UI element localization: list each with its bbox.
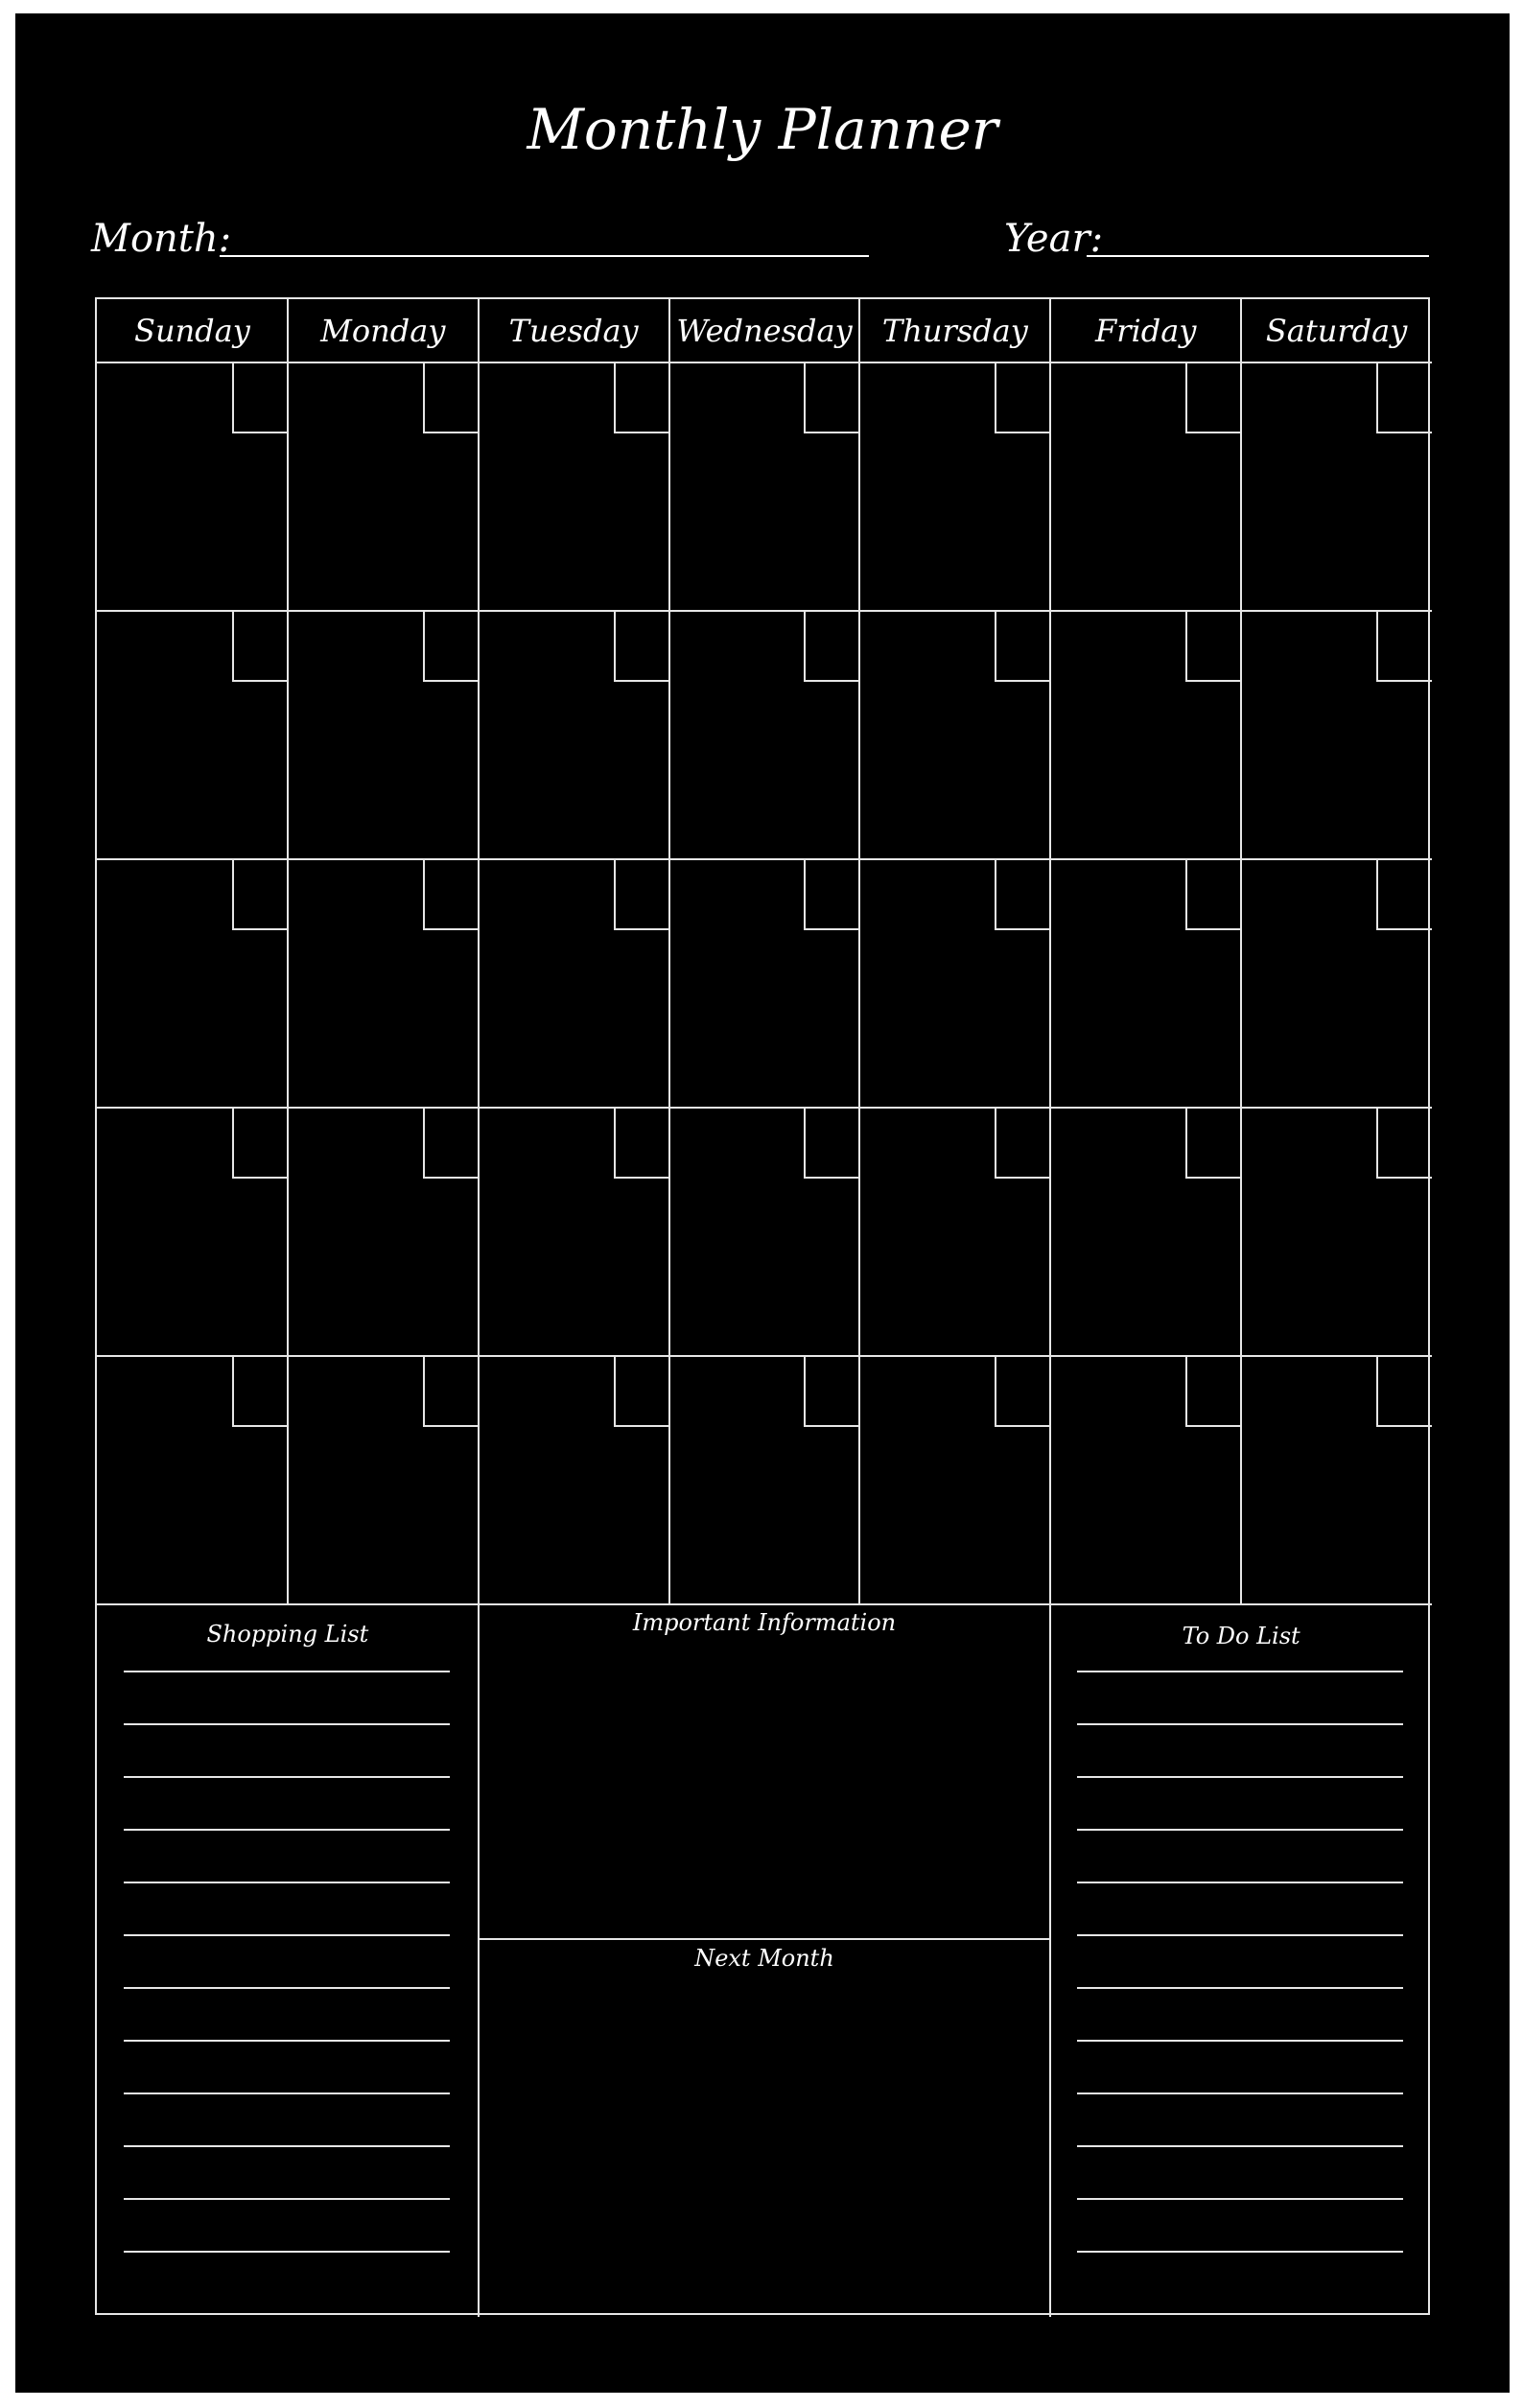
to-do-list-line[interactable]	[1077, 2251, 1403, 2253]
shopping-list-line[interactable]	[124, 2145, 450, 2147]
to-do-list-line[interactable]	[1077, 1934, 1403, 1936]
important-information-area[interactable]	[479, 1643, 1051, 1938]
shopping-list-line[interactable]	[124, 2040, 450, 2042]
to-do-list-line[interactable]	[1077, 2145, 1403, 2147]
date-number-box[interactable]	[614, 1108, 669, 1179]
date-number-box[interactable]	[995, 362, 1050, 433]
date-number-box[interactable]	[804, 611, 859, 682]
to-do-list-line[interactable]	[1077, 1987, 1403, 1989]
page-title: Monthly Planner	[527, 97, 998, 162]
shopping-list-line[interactable]	[124, 1671, 450, 1672]
date-number-box[interactable]	[423, 1356, 479, 1427]
date-number-box[interactable]	[995, 611, 1050, 682]
date-number-box[interactable]	[423, 611, 479, 682]
important-information-title: Important Information	[632, 1609, 897, 1636]
date-number-box[interactable]	[232, 362, 288, 433]
date-number-box[interactable]	[804, 1356, 859, 1427]
date-number-box[interactable]	[1185, 1108, 1241, 1179]
date-number-box[interactable]	[232, 1108, 288, 1179]
to-do-list-line[interactable]	[1077, 2040, 1403, 2042]
shopping-list-line[interactable]	[124, 1829, 450, 1831]
date-number-box[interactable]	[1376, 1108, 1432, 1179]
day-header-wednesday: Wednesday	[676, 313, 853, 349]
date-number-box[interactable]	[804, 1108, 859, 1179]
shopping-list-line[interactable]	[124, 2092, 450, 2094]
date-number-box[interactable]	[995, 859, 1050, 930]
shopping-list-line[interactable]	[124, 1882, 450, 1883]
to-do-list-line[interactable]	[1077, 1671, 1403, 1672]
day-header-thursday: Thursday	[881, 313, 1028, 349]
to-do-list-line[interactable]	[1077, 1829, 1403, 1831]
month-field[interactable]	[220, 255, 869, 257]
next-month-title: Next Month	[694, 1945, 834, 1972]
calendar-grid	[95, 297, 1430, 2315]
date-number-box[interactable]	[232, 611, 288, 682]
date-number-box[interactable]	[1376, 859, 1432, 930]
date-number-box[interactable]	[423, 1108, 479, 1179]
date-number-box[interactable]	[1376, 1356, 1432, 1427]
day-header-friday: Friday	[1095, 313, 1197, 349]
date-number-box[interactable]	[614, 362, 669, 433]
shopping-list-line[interactable]	[124, 1723, 450, 1725]
year-label: Year:	[1004, 217, 1104, 261]
year-field[interactable]	[1087, 255, 1429, 257]
to-do-list-line[interactable]	[1077, 1882, 1403, 1883]
day-header-saturday: Saturday	[1265, 313, 1408, 349]
date-number-box[interactable]	[804, 859, 859, 930]
middle-section-divider	[479, 1938, 1051, 1940]
shopping-list-title: Shopping List	[206, 1621, 369, 1648]
shopping-list-line[interactable]	[124, 2198, 450, 2200]
to-do-list-line[interactable]	[1077, 2198, 1403, 2200]
date-number-box[interactable]	[1185, 859, 1241, 930]
date-number-box[interactable]	[614, 611, 669, 682]
to-do-list-line[interactable]	[1077, 1776, 1403, 1778]
shopping-list-line[interactable]	[124, 1776, 450, 1778]
date-number-box[interactable]	[423, 362, 479, 433]
next-month-area[interactable]	[479, 1976, 1051, 2317]
month-label: Month:	[91, 217, 232, 261]
day-header-tuesday: Tuesday	[508, 313, 639, 349]
to-do-list-title: To Do List	[1182, 1623, 1300, 1649]
date-number-box[interactable]	[995, 1356, 1050, 1427]
planner-board	[15, 13, 1510, 2393]
date-number-box[interactable]	[1376, 362, 1432, 433]
day-header-sunday: Sunday	[134, 313, 250, 349]
date-number-box[interactable]	[1185, 611, 1241, 682]
to-do-list-line[interactable]	[1077, 2092, 1403, 2094]
day-header-monday: Monday	[320, 313, 446, 349]
shopping-list-line[interactable]	[124, 2251, 450, 2253]
date-number-box[interactable]	[232, 1356, 288, 1427]
date-number-box[interactable]	[614, 859, 669, 930]
date-number-box[interactable]	[1185, 1356, 1241, 1427]
to-do-list-line[interactable]	[1077, 1723, 1403, 1725]
date-number-box[interactable]	[1185, 362, 1241, 433]
date-number-box[interactable]	[804, 362, 859, 433]
date-number-box[interactable]	[232, 859, 288, 930]
shopping-list-line[interactable]	[124, 1987, 450, 1989]
date-number-box[interactable]	[423, 859, 479, 930]
date-number-box[interactable]	[1376, 611, 1432, 682]
date-number-box[interactable]	[995, 1108, 1050, 1179]
date-number-box[interactable]	[614, 1356, 669, 1427]
shopping-list-line[interactable]	[124, 1934, 450, 1936]
